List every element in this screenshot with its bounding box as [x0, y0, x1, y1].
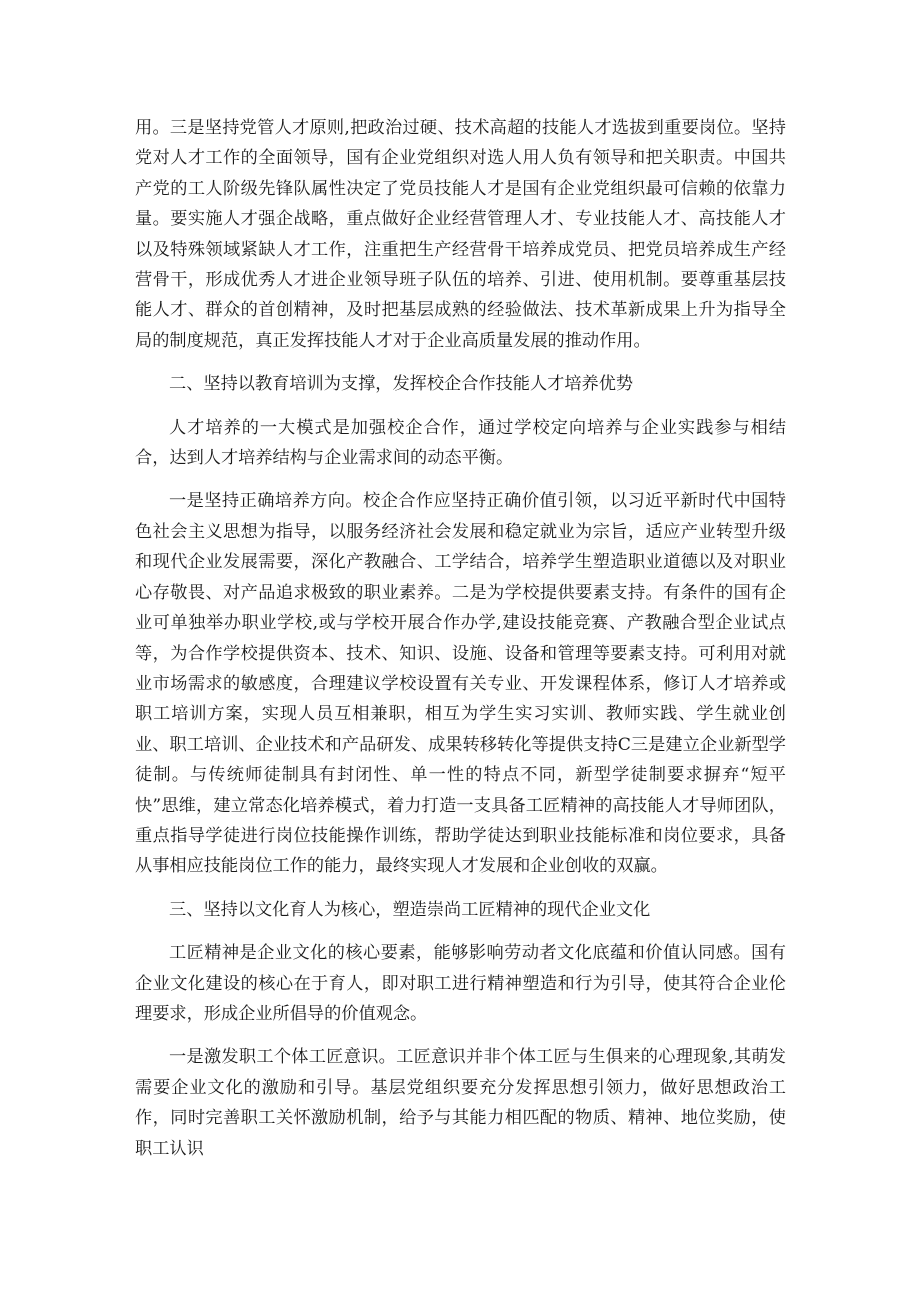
section-heading-2: 二、坚持以教育培训为支撑，发挥校企合作技能人才培养优势 [169, 374, 634, 395]
body-paragraph-3: 一是坚持正确培养方向。校企合作应坚持正确价值引领，以习近平新时代中国特色社会主义思想为指导，以服务经济社会发展和稳定就业为宗旨，适应产业转型升级和现代企业发展需要，深化产教融合、工学结合，培养学生塑造职业道德以及对职业心存敬畏、对产品追求极致的职业素养。二是为学校提供要素支持。有条件的国有企业可单独举办职业学校,或与学校开展合作办学,建设技能竞赛、产教融合型企业试点等，为合作学校提供资本、技术、知识、设施、设备和管理等要素支持。可利用对就业市场需求的敏感度，合理建议学校设置有关专业、开发课程体系，修订人才培养或职工培训方案，实现人员互相兼职，相互为学生实习实训、教师实践、学生就业创业、职工培训、企业技术和产品研发、成果转移转化等提供支持C三是建立企业新型学徒制。与传统师徒制具有封闭性、单一性的特点不同，新型学徒制要求摒弃“短平快”思维，建立常态化培养模式，着力打造一支具备工匠精神的高技能人才导师团队，重点指导学徒进行岗位技能操作训练，帮助学徒达到职业技能标准和岗位要求，具备从事相应技能岗位工作的能力，最终实现人才发展和企业创收的双赢。 [135, 491, 786, 877]
document-page [135, 113, 786, 1177]
body-paragraph-4: 工匠精神是企业文化的核心要素，能够影响劳动者文化底蕴和价值认同感。国有企业文化建设的核心在于育人，即对职工进行精神塑造和行为引导，使其符合企业伦理要求，形成企业所倡导的价值观念。 [135, 943, 786, 1024]
body-paragraph-2: 人才培养的一大模式是加强校企合作，通过学校定向培养与企业实践参与相结合，达到人才培养结构与企业需求间的动态平衡。 [135, 417, 786, 469]
body-paragraph-5: 一是激发职工个体工匠意识。工匠意识并非个体工匠与生俱来的心理现象,其萌发需要企业文化的激励和引导。基层党组织要充分发挥思想引领力，做好思想政治工作，同时完善职工关怀激励机制，给予与其能力相匹配的物质、精神、地位奖励，使职工认识 [135, 1047, 786, 1159]
section-heading-3: 三、坚持以文化育人为核心，塑造崇尚工匠精神的现代企业文化 [169, 899, 651, 920]
body-paragraph-1: 用。三是坚持党管人才原则,把政治过硬、技术高超的技能人才选拔到重要岗位。坚持党对人才工作的全面领导，国有企业党组织对选人用人负有领导和把关职责。中国共产党的工人阶级先锋队属性决定了党员技能人才是国有企业党组织最可信赖的依靠力量。要实施人才强企战略，重点做好企业经营管理人才、专业技能人才、高技能人才以及特殊领域紧缺人才工作，注重把生产经营骨干培养成党员、把党员培养成生产经营骨干，形成优秀人才进企业领导班子队伍的培养、引进、使用机制。要尊重基层技能人才、群众的首创精神，及时把基层成熟的经验做法、技术革新成果上升为指导全局的制度规范，真正发挥技能人才对于企业高质量发展的推动作用。 [135, 118, 786, 351]
